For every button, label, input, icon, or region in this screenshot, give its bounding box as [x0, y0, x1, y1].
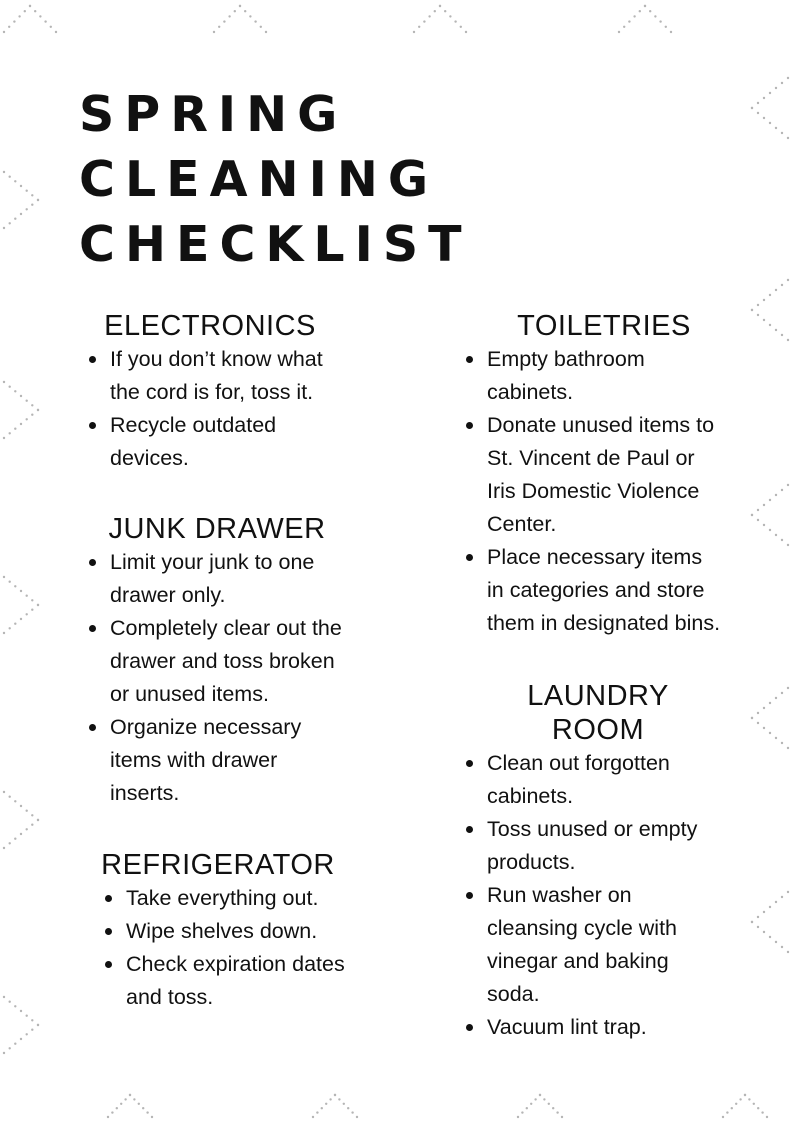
- decor-dot: [24, 10, 26, 12]
- decor-dot: [781, 489, 783, 491]
- decor-dot: [26, 595, 28, 597]
- decor-dot: [787, 747, 789, 749]
- decor-dot: [639, 10, 641, 12]
- toiletries-list: [487, 343, 721, 640]
- decor-dot: [781, 692, 783, 694]
- title-line-2: CLEANING: [79, 151, 439, 208]
- decor-dot: [722, 1116, 724, 1118]
- decor-dot: [751, 309, 753, 311]
- decor-dot: [781, 946, 783, 948]
- decor-dot: [556, 1111, 558, 1113]
- decor-dot: [769, 92, 771, 94]
- decor-dot: [3, 791, 5, 793]
- section-heading-junk-drawer: JUNK DRAWER: [108, 513, 326, 545]
- decor-dot: [37, 819, 39, 821]
- decor-dot: [14, 800, 16, 802]
- section-heading-toiletries: TOILETRIES: [517, 310, 691, 342]
- decor-dot: [787, 77, 789, 79]
- section-junk-drawer: [110, 512, 342, 810]
- decor-dot: [244, 10, 246, 12]
- decor-dot: [14, 218, 16, 220]
- decor-dot: [751, 514, 753, 516]
- section-laundry-room: [487, 679, 709, 1044]
- decor-dot: [775, 737, 777, 739]
- decor-dot: [31, 814, 33, 816]
- decor-dot: [55, 31, 57, 33]
- decor-dot: [735, 1103, 737, 1105]
- decor-dot: [316, 1111, 318, 1113]
- decor-dot: [444, 10, 446, 12]
- decor-dot: [757, 102, 759, 104]
- decor-dot: [356, 1116, 358, 1118]
- decor-dot: [775, 127, 777, 129]
- decor-dot: [18, 15, 20, 17]
- decor-dot: [3, 632, 5, 634]
- list-item: Completely clear out the drawer and toss broken or unused items.: [110, 612, 342, 711]
- decor-dot: [146, 1111, 148, 1113]
- decor-dot: [460, 26, 462, 28]
- decor-dot: [14, 1005, 16, 1007]
- decor-dot: [9, 796, 11, 798]
- decor-dot: [13, 20, 15, 22]
- decor-dot: [530, 1103, 532, 1105]
- decor-dot: [347, 1107, 349, 1109]
- decor-dot: [151, 1116, 153, 1118]
- title-line-1: SPRING: [79, 86, 348, 143]
- decor-dot: [124, 1098, 126, 1100]
- decor-dot: [9, 842, 11, 844]
- decor-dot: [769, 324, 771, 326]
- decor-dot: [517, 1116, 519, 1118]
- decor-dot: [265, 31, 267, 33]
- decor-dot: [757, 1107, 759, 1109]
- decor-dot: [769, 732, 771, 734]
- decor-dot: [439, 5, 441, 7]
- decor-dot: [763, 911, 765, 913]
- decor-dot: [26, 1015, 28, 1017]
- decor-dot: [526, 1107, 528, 1109]
- decor-dot: [3, 227, 5, 229]
- decor-dot: [763, 117, 765, 119]
- decor-dot: [413, 31, 415, 33]
- decor-dot: [9, 627, 11, 629]
- decor-dot: [781, 742, 783, 744]
- decor-dot: [618, 31, 620, 33]
- decor-dot: [8, 26, 10, 28]
- decor-dot: [454, 20, 456, 22]
- decor-dot: [9, 222, 11, 224]
- decor-dot: [787, 687, 789, 689]
- section-heading-refrigerator: REFRIGERATOR: [101, 849, 335, 881]
- decor-dot: [254, 20, 256, 22]
- list-item: Limit your junk to one drawer only.: [110, 546, 342, 612]
- decor-dot: [29, 5, 31, 7]
- decor-dot: [751, 107, 753, 109]
- decor-dot: [37, 1024, 39, 1026]
- decor-dot: [14, 180, 16, 182]
- decor-dot: [228, 15, 230, 17]
- decor-dot: [26, 400, 28, 402]
- decor-dot: [37, 604, 39, 606]
- decor-dot: [3, 576, 5, 578]
- decor-dot: [14, 585, 16, 587]
- decor-dot: [757, 314, 759, 316]
- decor-dot: [351, 1111, 353, 1113]
- decor-dot: [748, 1098, 750, 1100]
- section-heading-electronics: ELECTRONICS: [104, 310, 316, 342]
- decor-dot: [3, 847, 5, 849]
- decor-dot: [659, 20, 661, 22]
- decor-dot: [548, 1103, 550, 1105]
- decor-dot: [781, 82, 783, 84]
- decor-dot: [665, 26, 667, 28]
- decor-dot: [775, 87, 777, 89]
- decor-dot: [781, 539, 783, 541]
- decor-dot: [757, 519, 759, 521]
- decor-dot: [138, 1103, 140, 1105]
- decor-dot: [787, 279, 789, 281]
- decor-dot: [44, 20, 46, 22]
- decor-dot: [20, 395, 22, 397]
- decor-dot: [775, 494, 777, 496]
- decor-dot: [218, 26, 220, 28]
- decor-dot: [552, 1107, 554, 1109]
- decor-dot: [763, 931, 765, 933]
- decor-dot: [20, 805, 22, 807]
- decor-dot: [769, 294, 771, 296]
- decor-dot: [239, 5, 241, 7]
- decor-dot: [26, 1033, 28, 1035]
- decor-dot: [761, 1111, 763, 1113]
- list-item: Organize necessary items with drawer inserts.: [110, 711, 342, 810]
- decor-dot: [775, 697, 777, 699]
- list-item: Recycle outdated devices.: [110, 409, 332, 475]
- list-item: Place necessary items in categories and store them in designated bins.: [487, 541, 721, 640]
- decor-dot: [9, 386, 11, 388]
- decor-dot: [726, 1111, 728, 1113]
- decor-dot: [744, 1094, 746, 1096]
- decor-dot: [20, 590, 22, 592]
- list-item: Donate unused items to St. Vincent de Paul or Iris Domestic Violence Center.: [487, 409, 721, 541]
- list-item: Clean out forgotten cabinets.: [487, 747, 709, 813]
- decor-dot: [50, 26, 52, 28]
- decor-dot: [775, 289, 777, 291]
- decor-dot: [9, 1001, 11, 1003]
- section-refrigerator: [101, 848, 350, 1014]
- decor-dot: [731, 1107, 733, 1109]
- decor-dot: [775, 329, 777, 331]
- decor-dot: [781, 132, 783, 134]
- decor-dot: [633, 15, 635, 17]
- decor-dot: [787, 484, 789, 486]
- decor-dot: [14, 1043, 16, 1045]
- decor-dot: [334, 1094, 336, 1096]
- decor-dot: [14, 390, 16, 392]
- decor-dot: [329, 1098, 331, 1100]
- decor-dot: [757, 916, 759, 918]
- decor-dot: [312, 1116, 314, 1118]
- decor-dot: [781, 284, 783, 286]
- junk-drawer-list: [110, 546, 342, 810]
- decor-dot: [325, 1103, 327, 1105]
- decor-dot: [751, 921, 753, 923]
- decor-dot: [14, 623, 16, 625]
- decor-dot: [116, 1107, 118, 1109]
- decor-dot: [775, 901, 777, 903]
- decor-dot: [423, 20, 425, 22]
- decor-dot: [120, 1103, 122, 1105]
- decor-dot: [26, 190, 28, 192]
- decor-dot: [763, 524, 765, 526]
- decor-dot: [763, 707, 765, 709]
- list-item: Empty bathroom cabinets.: [487, 343, 721, 409]
- decor-dot: [20, 185, 22, 187]
- list-item: Check expiration dates and toss.: [126, 948, 350, 1014]
- decor-dot: [757, 304, 759, 306]
- decor-dot: [775, 941, 777, 943]
- decor-dot: [9, 581, 11, 583]
- decor-dot: [26, 810, 28, 812]
- decor-dot: [31, 204, 33, 206]
- decor-dot: [3, 31, 5, 33]
- decor-dot: [20, 1038, 22, 1040]
- decor-dot: [223, 20, 225, 22]
- decor-dot: [787, 544, 789, 546]
- decor-dot: [418, 26, 420, 28]
- decor-dot: [39, 15, 41, 17]
- decor-dot: [20, 213, 22, 215]
- list-item: Run washer on cleansing cycle with vinegar and baking soda.: [487, 879, 709, 1011]
- decor-dot: [9, 432, 11, 434]
- section-electronics: [104, 309, 332, 475]
- decor-dot: [31, 599, 33, 601]
- decor-dot: [428, 15, 430, 17]
- decor-dot: [343, 1103, 345, 1105]
- decor-dot: [753, 1103, 755, 1105]
- decor-dot: [213, 31, 215, 33]
- decor-dot: [31, 194, 33, 196]
- laundry-room-list: [487, 747, 709, 1044]
- decor-dot: [534, 1098, 536, 1100]
- decor-dot: [31, 1019, 33, 1021]
- decor-dot: [763, 299, 765, 301]
- decor-dot: [321, 1107, 323, 1109]
- decor-dot: [757, 722, 759, 724]
- decor-dot: [260, 26, 262, 28]
- list-item: Take everything out.: [126, 882, 350, 915]
- decor-dot: [787, 137, 789, 139]
- decor-dot: [623, 26, 625, 28]
- decor-dot: [14, 428, 16, 430]
- decor-dot: [434, 10, 436, 12]
- decor-dot: [769, 499, 771, 501]
- decor-dot: [234, 10, 236, 12]
- decor-dot: [3, 996, 5, 998]
- decor-dot: [111, 1111, 113, 1113]
- decor-dot: [249, 15, 251, 17]
- decor-dot: [26, 418, 28, 420]
- decor-dot: [20, 618, 22, 620]
- decor-dot: [3, 171, 5, 173]
- list-item: Vacuum lint trap.: [487, 1011, 709, 1044]
- decor-dot: [3, 381, 5, 383]
- title-line-3: CHECKLIST: [79, 216, 472, 273]
- decor-dot: [31, 414, 33, 416]
- decor-dot: [34, 10, 36, 12]
- decor-dot: [787, 951, 789, 953]
- decor-dot: [26, 828, 28, 830]
- decor-dot: [757, 926, 759, 928]
- decor-dot: [644, 5, 646, 7]
- decor-dot: [20, 423, 22, 425]
- section-heading-laundry-room: LAUNDRY ROOM: [527, 680, 669, 746]
- electronics-list: [110, 343, 332, 475]
- decor-dot: [449, 15, 451, 17]
- decor-dot: [543, 1098, 545, 1100]
- decor-dot: [769, 702, 771, 704]
- decor-dot: [37, 409, 39, 411]
- decor-dot: [739, 1098, 741, 1100]
- decor-dot: [766, 1116, 768, 1118]
- decor-dot: [9, 176, 11, 178]
- decor-dot: [26, 208, 28, 210]
- decor-dot: [521, 1111, 523, 1113]
- decor-dot: [670, 31, 672, 33]
- decor-dot: [763, 97, 765, 99]
- decor-dot: [465, 31, 467, 33]
- decor-dot: [628, 20, 630, 22]
- decor-dot: [781, 896, 783, 898]
- decor-dot: [9, 1047, 11, 1049]
- decor-dot: [31, 824, 33, 826]
- decor-dot: [3, 1052, 5, 1054]
- decor-dot: [31, 609, 33, 611]
- decor-dot: [20, 833, 22, 835]
- decor-dot: [142, 1107, 144, 1109]
- decor-dot: [787, 891, 789, 893]
- section-toiletries: [487, 309, 721, 640]
- decor-dot: [769, 936, 771, 938]
- list-item: Wipe shelves down.: [126, 915, 350, 948]
- decor-dot: [757, 112, 759, 114]
- decor-dot: [26, 613, 28, 615]
- page-title: [79, 82, 472, 277]
- decor-dot: [787, 339, 789, 341]
- decor-dot: [769, 122, 771, 124]
- decor-dot: [3, 437, 5, 439]
- decor-dot: [757, 712, 759, 714]
- decor-dot: [338, 1098, 340, 1100]
- decor-dot: [757, 509, 759, 511]
- decor-dot: [763, 319, 765, 321]
- decor-dot: [654, 15, 656, 17]
- decor-dot: [133, 1098, 135, 1100]
- decor-dot: [37, 199, 39, 201]
- decor-dot: [539, 1094, 541, 1096]
- list-item: If you don’t know what the cord is for, toss it.: [110, 343, 332, 409]
- decor-dot: [769, 529, 771, 531]
- decor-dot: [649, 10, 651, 12]
- decor-dot: [781, 334, 783, 336]
- decor-dot: [763, 727, 765, 729]
- decor-dot: [775, 534, 777, 536]
- decor-dot: [561, 1116, 563, 1118]
- decor-dot: [31, 404, 33, 406]
- decor-dot: [769, 906, 771, 908]
- decor-dot: [20, 1010, 22, 1012]
- decor-dot: [751, 717, 753, 719]
- list-item: Toss unused or empty products.: [487, 813, 709, 879]
- decor-dot: [107, 1116, 109, 1118]
- decor-dot: [129, 1094, 131, 1096]
- decor-dot: [31, 1029, 33, 1031]
- refrigerator-list: [126, 882, 350, 1014]
- decor-dot: [763, 504, 765, 506]
- decor-dot: [14, 838, 16, 840]
